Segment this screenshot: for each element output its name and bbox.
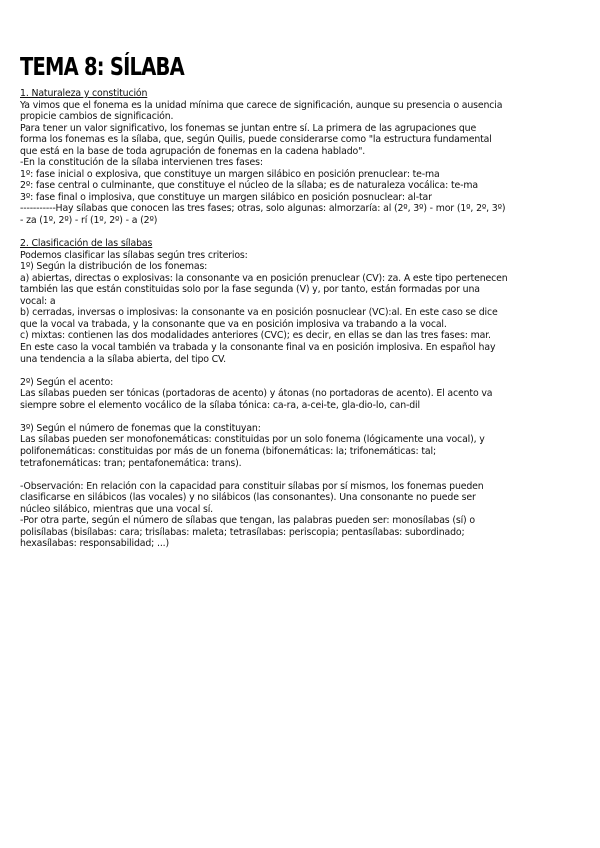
paragraph-line: tetrafonemáticas: tran; pentafonemática: trans).	[20, 457, 242, 469]
paragraph-line: 1º) Según la distribución de los fonemas:	[20, 261, 208, 273]
paragraph-line: una tendencia a la sílaba abierta, del tipo CV.	[20, 353, 226, 365]
paragraph-line: c) mixtas: contienen las dos modalidades anteriores (CVC); es decir, en ellas se dan las tres fases: mar.	[20, 330, 491, 342]
paragraph-line: Podemos clasificar las sílabas según tres criterios:	[20, 249, 248, 261]
paragraph-line: Para tener un valor significativo, los fonemas se juntan entre sí. La primera de las agrupaciones que	[20, 122, 477, 134]
paragraph-line: hexasílabas: responsabilidad; ...)	[20, 538, 170, 550]
paragraph-line: vocal: a	[20, 295, 56, 307]
paragraph-line: 1º: fase inicial o explosiva, que constituye un margen silábico en posición prenuclear: te-ma	[20, 168, 440, 180]
paragraph-line: propicie cambios de significación.	[20, 111, 174, 123]
paragraph-line: polisílabas (bisílabas: cara; trisílabas: maleta; tetrasílabas: periscopia; pentasílabas: subordinado;	[20, 526, 465, 538]
paragraph-line: En este caso la vocal también va trabada y la consonante final va en posición implosiva. En español hay	[20, 342, 496, 354]
paragraph-line: núcleo silábico, mientras que una vocal sí.	[20, 503, 213, 515]
paragraph-line: 2º) Según el acento:	[20, 376, 114, 388]
paragraph-line: Las sílabas pueden ser monofonemáticas: constituidas por un solo fonema (lógicamente una vocal), y	[20, 434, 485, 446]
paragraph-line: -Observación: En relación con la capacidad para constituir sílabas por sí mismos, los fonemas pueden	[20, 480, 484, 492]
paragraph-line: 3º) Según el número de fonemas que la constituyan:	[20, 422, 261, 434]
paragraph-line: clasificarse en silábicos (las vocales) y no silábicos (las consonantes). Una consonante no puede ser	[20, 492, 476, 504]
paragraph-line: - za (1º, 2º) - rí (1º, 2º) - a (2º)	[20, 215, 158, 227]
paragraph-line: forma los fonemas es la sílaba, que, según Quilis, puede considerarse como "la estructura fundamental	[20, 134, 492, 146]
paragraph-line: Ya vimos que el fonema es la unidad mínima que carece de significación, aunque su presencia o ausencia	[20, 99, 503, 111]
paragraph-line: que está en la base de toda agrupación de fonemas en la cadena hablado".	[20, 145, 366, 157]
paragraph-line: polifonemáticas: constituidas por más de un fonema (bifonemáticas: la; trifonemáticas: tal;	[20, 445, 436, 457]
spacer	[20, 469, 580, 481]
spacer	[20, 365, 580, 377]
spacer	[20, 227, 580, 239]
document-body	[20, 88, 580, 550]
paragraph-line: a) abiertas, directas o explosivas: la consonante va en posición prenuclear (CV): za. A este tipo pertenecen	[20, 272, 508, 284]
paragraph-line: -----------Hay sílabas que conocen las tres fases; otras, solo algunas: almorzaría: al (2º, 3º) - mor (1º, 2º, 3º)	[20, 203, 506, 215]
paragraph-line: también las que están constituidas solo por la fase segunda (V) y, por tanto, están formadas por una	[20, 284, 480, 296]
paragraph-line: b) cerradas, inversas o implosivas: la consonante va en posición posnuclear (VC):al. En este caso se dice	[20, 307, 498, 319]
paragraph-line: que la vocal va trabada, y la consonante que va en posición implosiva va trabando a la vocal.	[20, 318, 447, 330]
paragraph-line: 2º: fase central o culminante, que constituye el núcleo de la sílaba; es de naturaleza vocálica: te-ma	[20, 180, 478, 192]
paragraph-line: Las sílabas pueden ser tónicas (portadoras de acento) y átonas (no portadoras de acento). El acento va	[20, 388, 493, 400]
paragraph-line: -En la constitución de la sílaba intervienen tres fases:	[20, 157, 263, 169]
paragraph-line: 3º: fase final o implosiva, que constituye un margen silábico en posición posnuclear: al-tar	[20, 191, 432, 203]
spacer	[20, 411, 580, 423]
page-title: TEMA 8: SÍLABA	[20, 52, 184, 81]
paragraph-line: siempre sobre el elemento vocálico de la sílaba tónica: ca-ra, a-cei-te, gla-dio-lo, can-dil	[20, 399, 420, 411]
section-heading: 2. Clasificación de las sílabas	[20, 238, 153, 250]
paragraph-line: -Por otra parte, según el número de sílabas que tengan, las palabras pueden ser: monosílabas (sí) o	[20, 515, 475, 527]
section-heading: 1. Naturaleza y constitución	[20, 88, 148, 99]
